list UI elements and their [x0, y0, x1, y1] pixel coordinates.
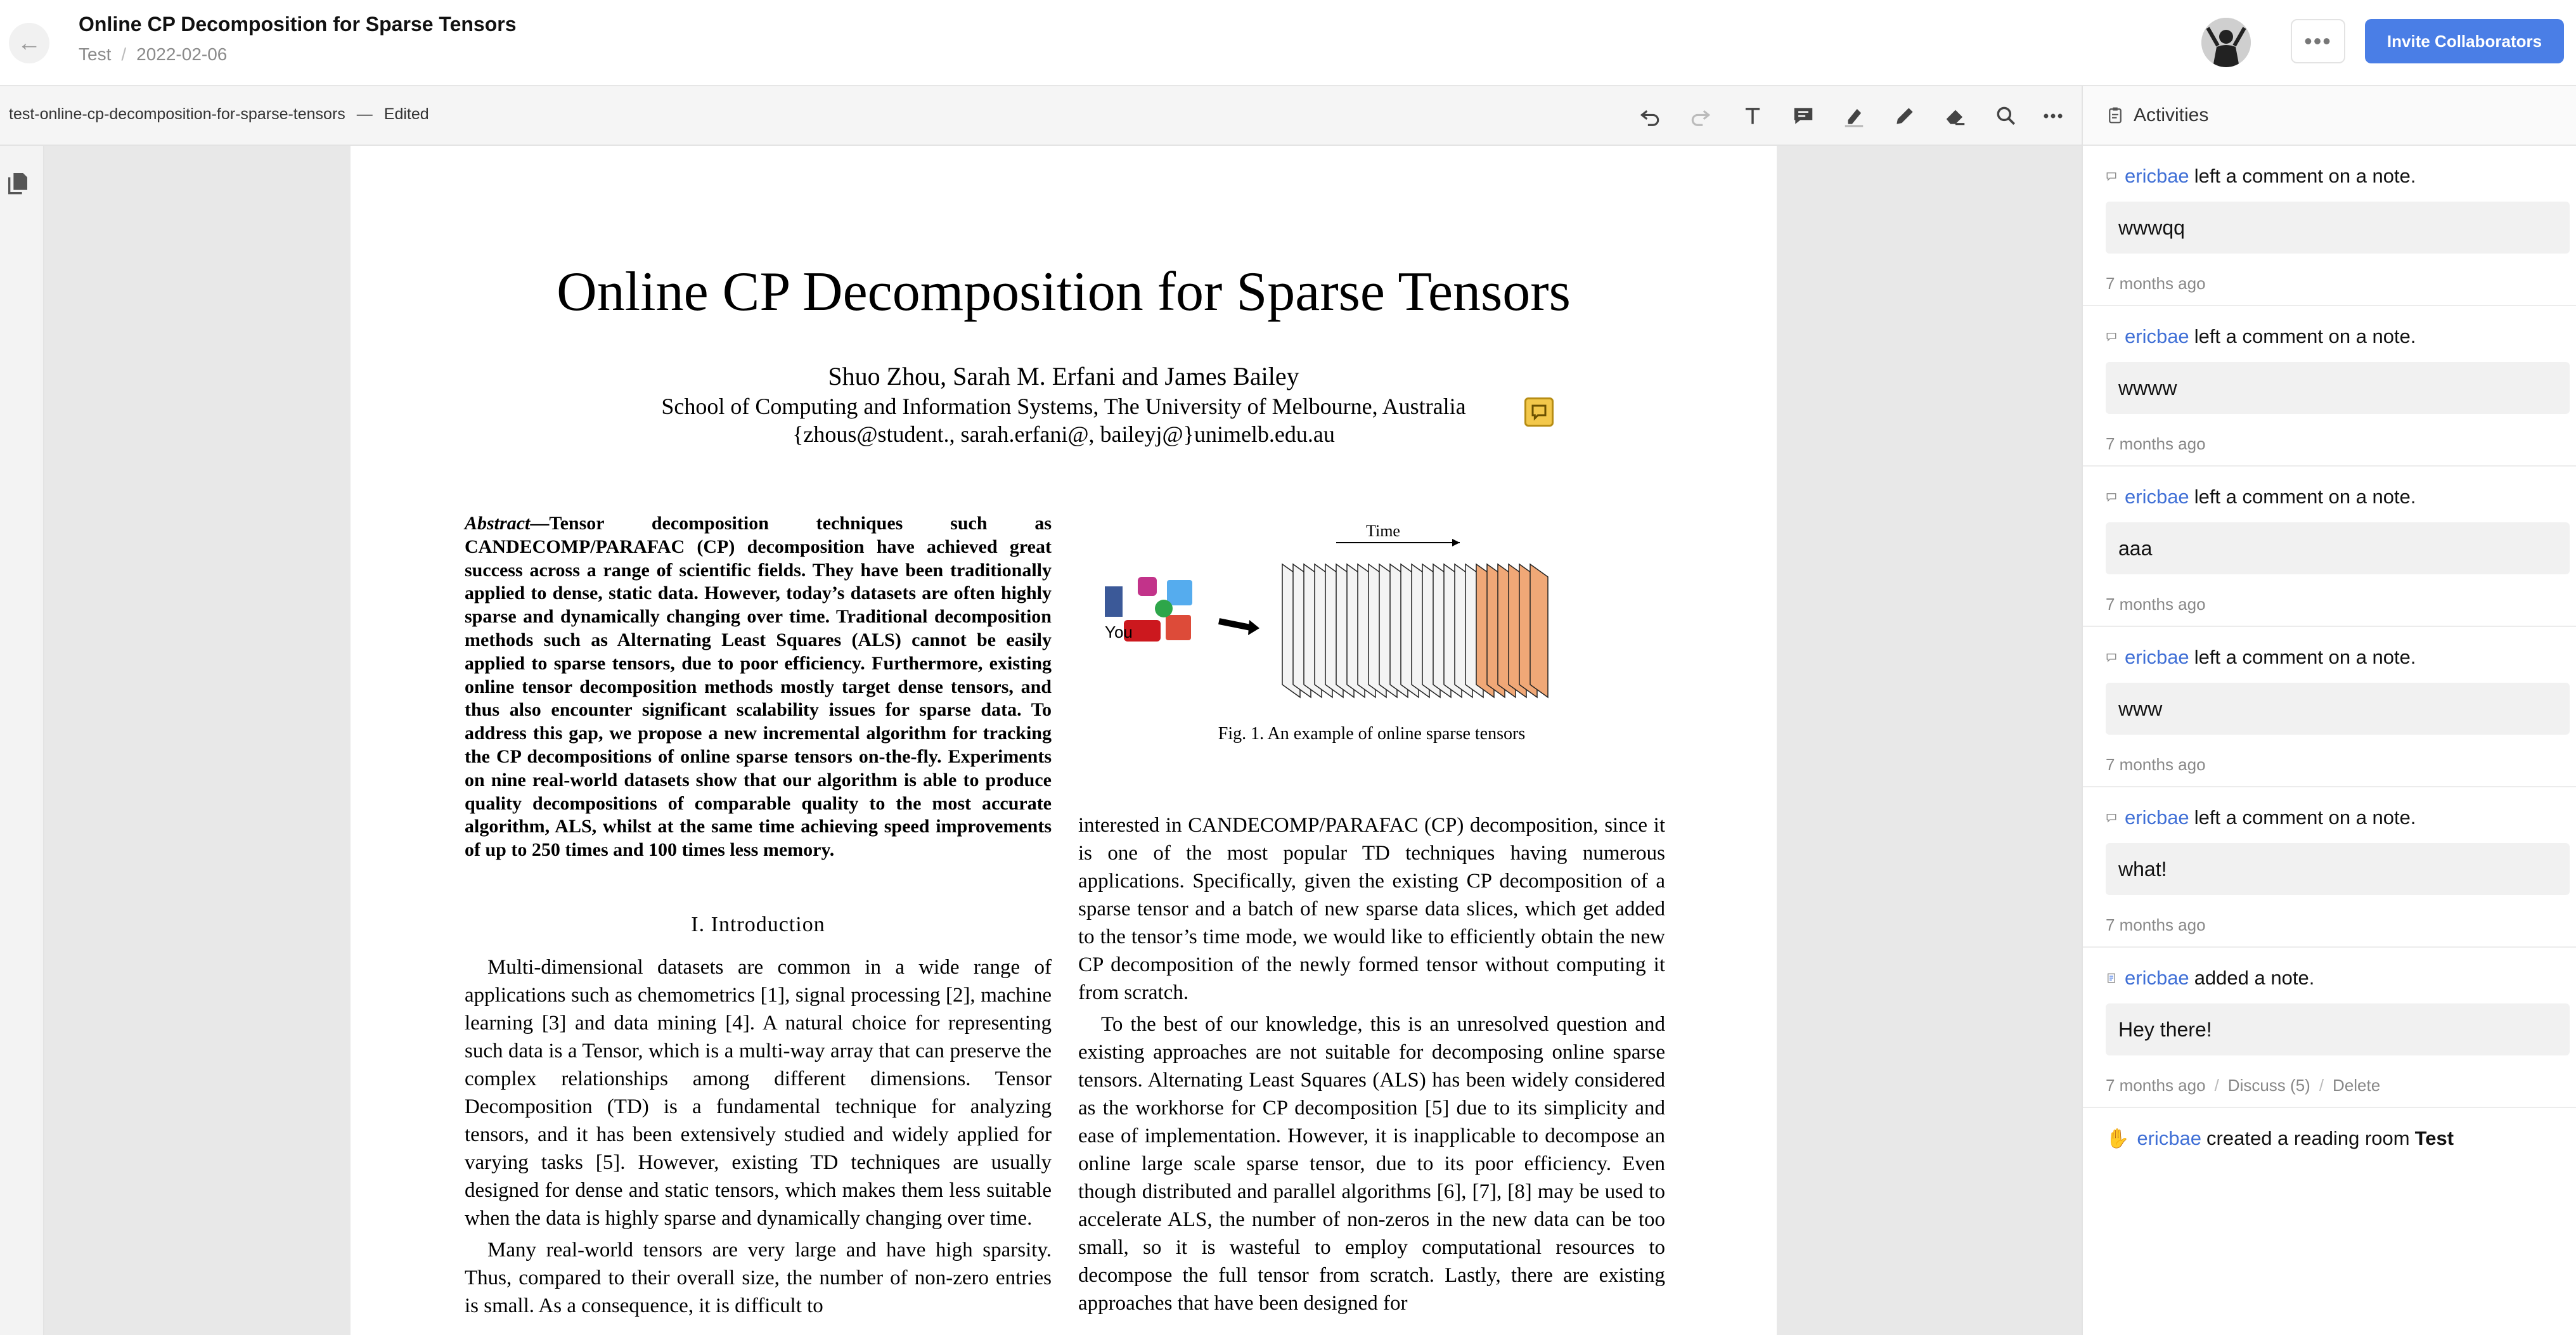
user-avatar[interactable] — [2201, 18, 2251, 67]
right-paragraph-2: To the best of our knowledge, this is an unresolved question and existing approaches are not suitable for decomposing online sparse tensors. Alternating Least Squares (ALS) has been widely considered as the workhorse for CP decomposition [5] due to its simplicity and ease of implementation. However, it is inapplicable to decompose an online large scale sparse tensor, due to its poor efficiency. Even though distributed and parallel algorithms [6], [7], [8] may be used to accelerate ALS, the number of non-zeros in the new data can be too small, so it is wasteful to employ computational resources to decompose the full tensor from scratch. Lastly, there are existing approaches that have been designed for — [1078, 1013, 1665, 1315]
viewer-toolbar — [0, 86, 2082, 146]
activity-item — [2083, 787, 2576, 948]
activity-item — [2083, 146, 2576, 306]
activity-time: 7 months ago — [2106, 1076, 2206, 1095]
more-dots-icon — [2041, 104, 2065, 128]
activity-action: left a comment on a note. — [2194, 646, 2416, 668]
waving-hand-icon: ✋ — [2106, 1128, 2130, 1149]
back-button[interactable] — [9, 23, 49, 63]
pdf-viewer[interactable] — [44, 146, 2082, 1335]
figure-time-label: Time — [1366, 522, 1400, 540]
paper-abstract — [465, 512, 1052, 862]
figure-caption: Fig. 1. An example of online sparse tensors — [1218, 724, 1526, 744]
text-icon — [1741, 104, 1765, 128]
activity-content[interactable]: Hey there! — [2106, 1003, 2570, 1055]
activity-item — [2083, 467, 2576, 627]
document-date: 2022-02-06 — [136, 44, 228, 64]
eraser-tool-button[interactable] — [1940, 100, 1971, 132]
clipboard-icon — [2106, 106, 2125, 125]
comment-bubble-icon — [2106, 809, 2117, 827]
pages-button[interactable] — [5, 170, 30, 195]
activities-header — [2083, 86, 2576, 146]
file-name — [9, 105, 429, 124]
activity-content[interactable]: what! — [2106, 843, 2570, 895]
activities-title: Activities — [2134, 105, 2209, 126]
activity-time: 7 months ago — [2106, 755, 2206, 774]
figure-1 — [1105, 513, 1637, 704]
undo-icon — [1638, 104, 1662, 128]
comment-bubble-icon — [2106, 648, 2117, 666]
activity-action: left a comment on a note. — [2194, 165, 2416, 187]
activity-item — [2083, 306, 2576, 467]
right-paragraph-1: interested in CANDECOMP/PARAFAC (CP) decomposition, since it is one of the most popular TD techniques having numerous applications. Specifically, given the existing CP decomposition of a sparse tensor and a batch of new sparse data slices, which get added to the tensor’s time mode, we would like to efficiently obtain the new CP decomposition of the newly formed tensor without computing it from scratch. — [1078, 814, 1665, 1004]
redo-button[interactable] — [1685, 100, 1716, 132]
activity-action: left a comment on a note. — [2194, 806, 2416, 829]
highlighter-icon — [1842, 104, 1866, 128]
document-meta: Test / 2022-02-06 — [79, 44, 228, 64]
pages-icon — [5, 170, 30, 195]
pen-tool-button[interactable] — [1889, 100, 1921, 132]
search-button[interactable] — [1990, 100, 2022, 132]
activity-action: added a note. — [2194, 967, 2315, 989]
arrow-left-icon: ← — [17, 29, 41, 56]
activity-action: created a reading room — [2206, 1127, 2410, 1149]
document-title: Online CP Decomposition for Sparse Tensors — [79, 13, 517, 35]
note-marker[interactable] — [1524, 397, 1554, 427]
note-doc-icon — [2106, 969, 2117, 987]
intro-column — [465, 953, 1052, 1324]
activity-user-link[interactable]: ericbae — [2125, 325, 2189, 347]
redo-icon — [1689, 104, 1713, 128]
separator: — — [356, 105, 373, 123]
activity-meta: 7 months ago / Discuss (5) / Delete — [2106, 1076, 2381, 1095]
undo-button[interactable] — [1634, 100, 1666, 132]
activity-time: 7 months ago — [2106, 274, 2206, 293]
note-icon — [1526, 399, 1552, 425]
section-heading: I. Introduction — [691, 913, 825, 936]
paper-title: Online CP Decomposition for Sparse Tensors — [557, 261, 1571, 323]
highlight-tool-button[interactable] — [1838, 100, 1870, 132]
activity-time: 7 months ago — [2106, 595, 2206, 614]
new-tensor-slice — [1530, 564, 1548, 697]
svg-text:You: You — [1105, 622, 1133, 642]
paper-emails: {zhous@student., sarah.erfani@, baileyj@}unimelb.edu.au — [792, 422, 1335, 447]
eraser-icon — [1943, 104, 1967, 128]
activity-user-link[interactable]: ericbae — [2125, 165, 2189, 187]
abstract-text: —Tensor decomposition techniques such as CANDECOMP/PARAFAC (CP) decomposition have achieved great success across a range of scientific fields. They have been traditionally applied to dense, static data. However, today’s datasets are often highly sparse and dynamically changing over time. Traditional decomposition methods such as Alternating Least Squares (ALS) cannot be easily applied to sparse tensors, due to poor efficiency. Furthermore, existing online tensor decomposition methods mostly target dense tensors, and thus also encounter significant scalability issues for sparse data. To address this gap, we propose a new incremental algorithm for tracking the CP decompositions of online sparse tensors on-the-fly. Experiments on nine real-world datasets show that our algorithm is able to produce quality decompositions of comparable quality to the most accurate algorithm, ALS, whilst at the same time achieving speed improvements of up to 250 times and 100 times less memory. — [465, 513, 1052, 861]
activity-time: 7 months ago — [2106, 434, 2206, 453]
toolbar-more-button[interactable] — [2037, 100, 2069, 132]
social-media-logos-icon — [1105, 577, 1192, 642]
activity-user-link[interactable]: ericbae — [2125, 486, 2189, 508]
pencil-icon — [1893, 104, 1917, 128]
activity-action: left a comment on a note. — [2194, 486, 2416, 508]
abstract-label: Abstract — [465, 513, 531, 534]
activity-content[interactable]: aaa — [2106, 522, 2570, 574]
file-name-text: test-online-cp-decomposition-for-sparse-tensors — [9, 105, 345, 123]
comment-bubble-icon — [2106, 328, 2117, 345]
tensor-slices-graphic — [1282, 564, 1548, 697]
search-icon — [1994, 104, 2018, 128]
comment-bubble-icon — [2106, 167, 2117, 185]
paper-affiliation: School of Computing and Information Systems, The University of Melbourne, Australia — [661, 394, 1466, 419]
delete-link[interactable]: Delete — [2333, 1076, 2381, 1095]
intro-paragraph-1: Multi-dimensional datasets are common in a wide range of applications such as chemometrics [1], signal processing [2], machine learning [3] and data mining [4]. A natural choice for representing such data is a Tensor, which is a multi-way array that can preserve the complex relationships among different dimensions. Tensor Decomposition (TD) is a fundamental technique for analyzing tensors, and it has been extensively studied and widely applied for varying tasks [5]. However, existing TD techniques are usually designed for dense and static tensors, which makes them less suitable when the data is highly sparse and dynamically changing over time. — [465, 956, 1052, 1230]
activity-content[interactable]: www — [2106, 683, 2570, 735]
activity-content[interactable]: wwwqq — [2106, 202, 2570, 254]
figure-graphic — [1105, 513, 1637, 704]
invite-collaborators-button[interactable]: Invite Collaborators — [2365, 19, 2564, 63]
comment-icon — [1791, 104, 1815, 128]
reading-room-name[interactable]: Test — [2414, 1127, 2454, 1149]
app-header — [0, 0, 2576, 86]
intro-paragraph-2: Many real-world tensors are very large and have high sparsity. Thus, compared to their overall size, the number of non-zero entries is small. As a consequence, it is difficult to — [465, 1239, 1052, 1317]
activity-user-link[interactable]: ericbae — [2125, 967, 2189, 989]
comment-tool-button[interactable] — [1787, 100, 1819, 132]
pdf-page — [351, 146, 1777, 1335]
activity-item — [2083, 627, 2576, 787]
more-options-button[interactable]: ••• — [2291, 19, 2345, 63]
activity-time: 7 months ago — [2106, 915, 2206, 934]
left-rail — [0, 146, 44, 1335]
activities-panel — [2082, 86, 2576, 1335]
activity-item — [2083, 948, 2576, 1108]
activity-action: left a comment on a note. — [2194, 325, 2416, 347]
workspace-link[interactable]: Test — [79, 44, 112, 64]
activity-item — [2083, 1108, 2576, 1161]
edit-status: Edited — [383, 105, 429, 123]
right-column — [1078, 811, 1665, 1321]
activity-user-link[interactable]: ericbae — [2137, 1127, 2202, 1149]
discuss-link[interactable]: Discuss (5) — [2227, 1076, 2310, 1095]
text-tool-button[interactable] — [1737, 100, 1768, 132]
activity-user-link[interactable]: ericbae — [2125, 806, 2189, 829]
activity-user-link[interactable]: ericbae — [2125, 646, 2189, 668]
comment-bubble-icon — [2106, 488, 2117, 506]
activity-content[interactable]: wwww — [2106, 362, 2570, 414]
paper-authors: Shuo Zhou, Sarah M. Erfani and James Bailey — [828, 362, 1299, 390]
